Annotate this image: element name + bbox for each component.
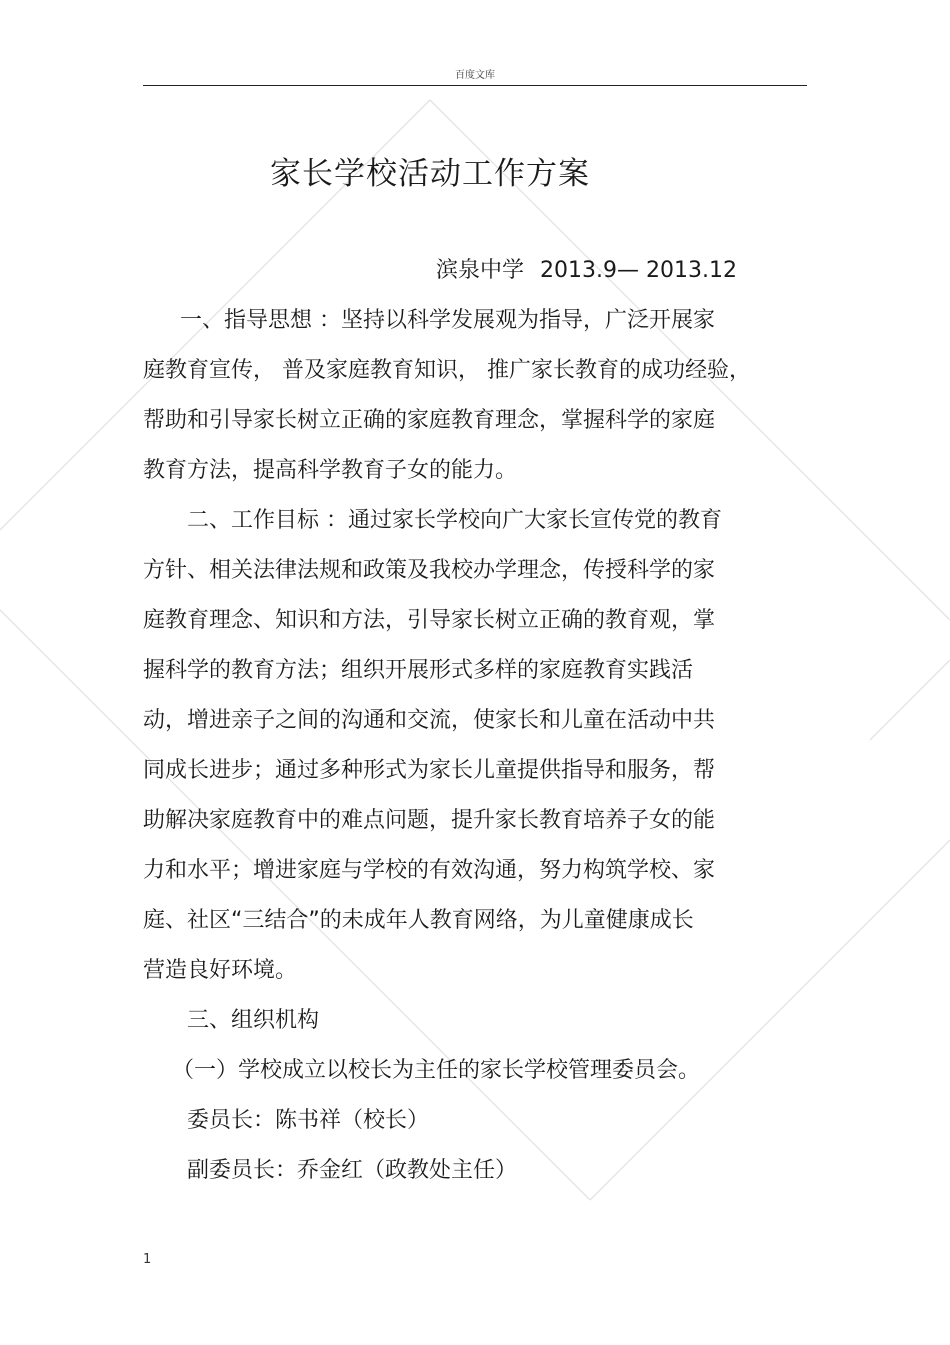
- paragraph-line: 动，增进亲子之间的沟通和交流，使家长和儿童在活动中共: [143, 708, 716, 733]
- page-header: 百度文库: [455, 70, 495, 81]
- paragraph-line: 一、指导思想 ：坚持以科学发展观为指导，广泛开展家: [180, 308, 715, 333]
- paragraph-line: 帮助和引导家长树立正确的家庭教育理念，掌握科学的家庭: [143, 408, 716, 433]
- section-heading: 三、组织机构: [187, 1008, 320, 1033]
- paragraph-line: 庭教育宣传， 普及家庭教育知识， 推广家长教育的成功经验，: [143, 358, 751, 383]
- paragraph-line: 教育方法，提高科学教育子女的能力。: [143, 458, 518, 483]
- paragraph-line: 庭、社区“三结合”的未成年人教育网络，为儿童健康成长: [143, 908, 694, 933]
- paragraph-line: 庭教育理念、知识和方法，引导家长树立正确的教育观，掌: [143, 608, 716, 633]
- date-range: 2013.9— 2013.12: [540, 258, 737, 283]
- paragraph-line: （一）学校成立以校长为主任的家长学校管理委员会。: [172, 1058, 701, 1083]
- byline: [436, 254, 737, 288]
- paragraph-line: 同成长进步；通过多种形式为家长儿童提供指导和服务，帮: [143, 758, 716, 783]
- paragraph-line: 力和水平；增进家庭与学校的有效沟通，努力构筑学校、家: [143, 858, 716, 883]
- paragraph-line: 握科学的教育方法；组织开展形式多样的家庭教育实践活: [143, 658, 694, 683]
- paragraph-line: 营造良好环境。: [143, 958, 298, 983]
- paragraph-line: 助解决家庭教育中的难点问题，提升家长教育培养子女的能: [143, 808, 716, 833]
- school-name: 滨泉中学: [436, 258, 525, 283]
- paragraph-line: 二、工作目标 ：通过家长学校向广大家长宣传党的教育: [187, 508, 722, 533]
- paragraph-line: 方针、相关法律法规和政策及我校办学理念，传授科学的家: [143, 558, 716, 583]
- document-title: 家长学校活动工作方案: [270, 156, 590, 192]
- page-number: 1: [143, 1252, 152, 1267]
- committee-member: 副委员长：乔金红（政教处主任）: [187, 1158, 518, 1183]
- committee-member: 委员长：陈书祥（校长）: [187, 1108, 430, 1133]
- header-rule: [143, 85, 807, 86]
